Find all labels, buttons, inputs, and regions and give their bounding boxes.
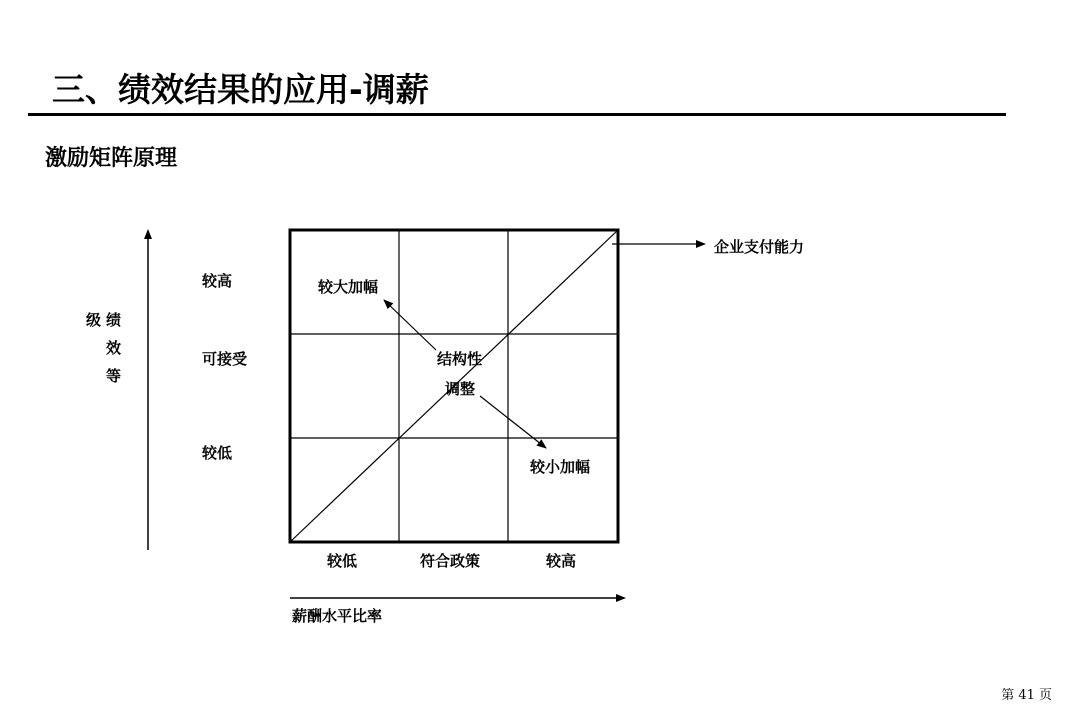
small-increase-arrow (480, 396, 546, 448)
column-label-low: 较低 (327, 552, 358, 570)
performance-axis-arrowhead (144, 229, 152, 239)
small-increase-label: 较小加幅 (530, 458, 591, 476)
row-label-low: 较低 (202, 444, 233, 462)
y-axis-label-char: 级 (86, 311, 102, 329)
pay-ratio-axis-arrowhead (616, 594, 626, 602)
y-axis-label-char: 绩 (106, 311, 122, 329)
row-label-acceptable: 可接受 (202, 350, 248, 368)
column-label-high: 较高 (546, 552, 577, 570)
structural-label-line1: 结构性 (437, 350, 483, 368)
page-title: 三、绩效结果的应用-调薪 (52, 70, 429, 109)
y-axis-label-char: 等 (106, 367, 122, 385)
section-subtitle: 激励矩阵原理 (45, 146, 178, 171)
payment-capacity-label: 企业支付能力 (714, 238, 805, 256)
column-label-policy: 符合政策 (420, 552, 481, 570)
x-axis-label: 薪酬水平比率 (292, 607, 383, 625)
y-axis-label-char: 效 (106, 339, 122, 357)
large-increase-arrow (384, 300, 436, 350)
row-label-high: 较高 (202, 272, 233, 290)
page-number: 第 41 页 (1001, 688, 1052, 703)
structural-label-line2: 调整 (445, 380, 476, 398)
payment-capacity-arrowhead (696, 240, 706, 248)
large-increase-label: 较大加幅 (318, 278, 379, 296)
